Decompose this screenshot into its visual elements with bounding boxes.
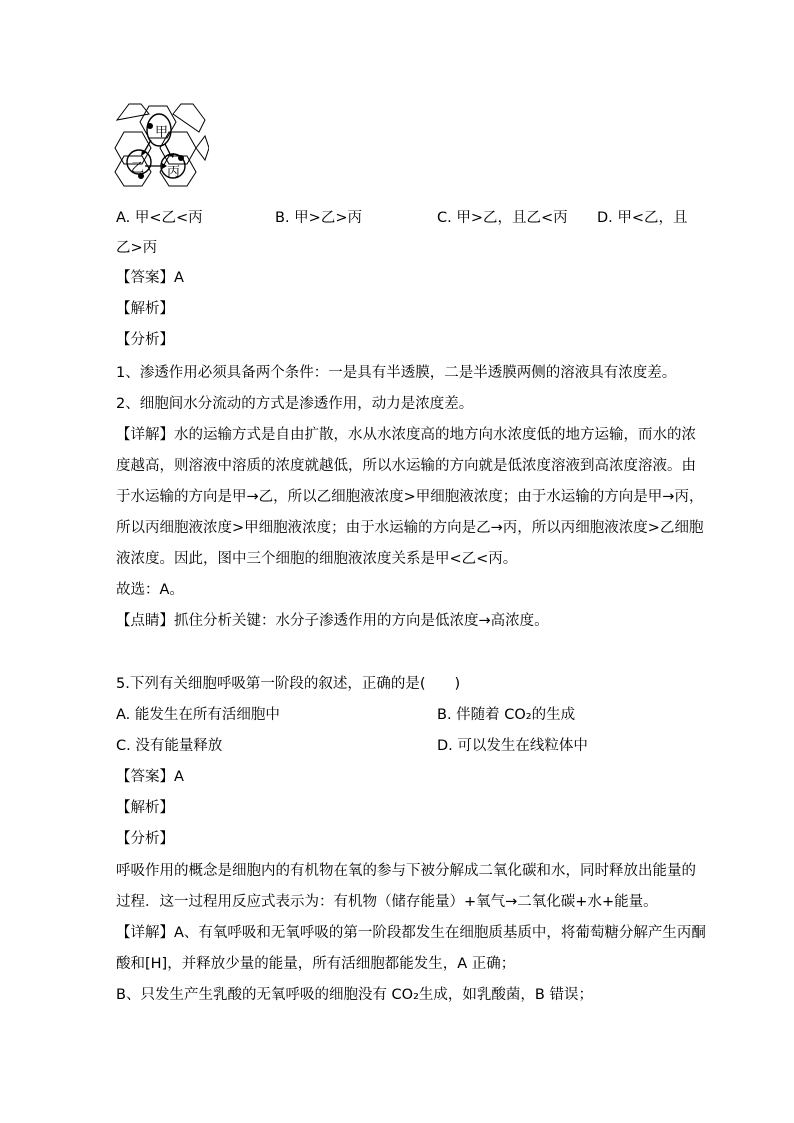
q5-option-a: A. 能发生在所有活细胞中 [116, 707, 280, 723]
q4-detail-line: 【详解】水的运输方式是自由扩散，水从水浓度高的地方向水浓度低的地方运输，而水的浓 [116, 427, 696, 443]
cell-hexagon-outer-left [117, 104, 149, 120]
q4-option-c: C. 甲>乙，且乙<丙 [437, 210, 568, 226]
q4-answer: 【答案】A [116, 270, 184, 286]
cell-osmosis-diagram [113, 100, 209, 188]
q5-answer: 【答案】A [116, 769, 184, 785]
cell-hexagon-outer-right [173, 104, 205, 132]
q4-detail-line: 度越高，则溶液中溶质的浓度就越低，所以水运输的方向就是低浓度溶液到高浓度溶液。由 [116, 458, 696, 474]
cell-label-c: 丙 [167, 165, 181, 180]
q5-analysis-line: 过程．这一过程用反应式表示为：有机物（储存能量）+氧气→二氧化碳+水+能量。 [116, 894, 658, 910]
q5-option-d: D. 可以发生在线粒体中 [437, 738, 588, 754]
q5-detail-line: B、只发生产生乳酸的无氧呼吸的细胞没有 CO₂生成，如乳酸菌，B 错误； [116, 987, 593, 1003]
q4-conclusion: 故选：A。 [116, 582, 184, 598]
q4-explain-header: 【解析】 [116, 301, 174, 317]
nucleus-c [178, 155, 184, 161]
nucleus-a [147, 123, 153, 129]
q4-point-note: 【点睛】抓住分析关键：水分子渗透作用的方向是低浓度→高浓度。 [116, 613, 549, 629]
cell-label-b: 乙 [131, 161, 145, 176]
q4-detail-line: 于水运输的方向是甲→乙，所以乙细胞液浓度>甲细胞液浓度；由于水运输的方向是甲→丙， [116, 489, 704, 505]
q5-option-b: B. 伴随着 CO₂的生成 [437, 707, 576, 723]
q5-option-c: C. 没有能量释放 [116, 738, 223, 754]
q5-detail-line: 酸和[H]，并释放少量的能量，所有活细胞都能发生，A 正确； [116, 956, 516, 972]
q4-option-d-continued: 乙>丙 [116, 240, 158, 256]
cell-hexagon-left [115, 132, 151, 164]
cell-label-a: 甲 [155, 125, 169, 140]
q4-point-2: 2、细胞间水分流动的方式是渗透作用，动力是浓度差。 [116, 396, 474, 412]
q4-option-d: D. 甲<乙，且 [597, 210, 688, 226]
q4-detail-line: 所以丙细胞液浓度>甲细胞液浓度；由于水运输的方向是乙→丙，所以丙细胞液浓度>乙细胞 [116, 520, 704, 536]
q5-analysis-line: 呼吸作用的概念是细胞内的有机物在氧的参与下被分解成二氧化碳和水，同时释放出能量的 [116, 863, 696, 879]
q4-point-1: 1、渗透作用必须具备两个条件：一是具有半透膜，二是半透膜两侧的溶液具有浓度差。 [116, 365, 677, 381]
q5-analysis-header: 【分析】 [116, 831, 174, 847]
q4-detail-line: 液浓度。因此，图中三个细胞的细胞液浓度关系是甲<乙<丙。 [116, 551, 518, 567]
cell-hexagon-outer-far-right [196, 136, 209, 160]
q5-stem: 5.下列有关细胞呼吸第一阶段的叙述，正确的是( ) [116, 676, 461, 692]
q4-option-b: B. 甲>乙>丙 [275, 210, 362, 226]
q5-detail-line: 【详解】A、有氧呼吸和无氧呼吸的第一阶段都发生在细胞质基质中，将葡萄糖分解产生丙酮 [116, 925, 706, 941]
q4-analysis-header: 【分析】 [116, 332, 174, 348]
q4-option-a: A. 甲<乙<丙 [116, 210, 203, 226]
q5-explain-header: 【解析】 [116, 800, 174, 816]
